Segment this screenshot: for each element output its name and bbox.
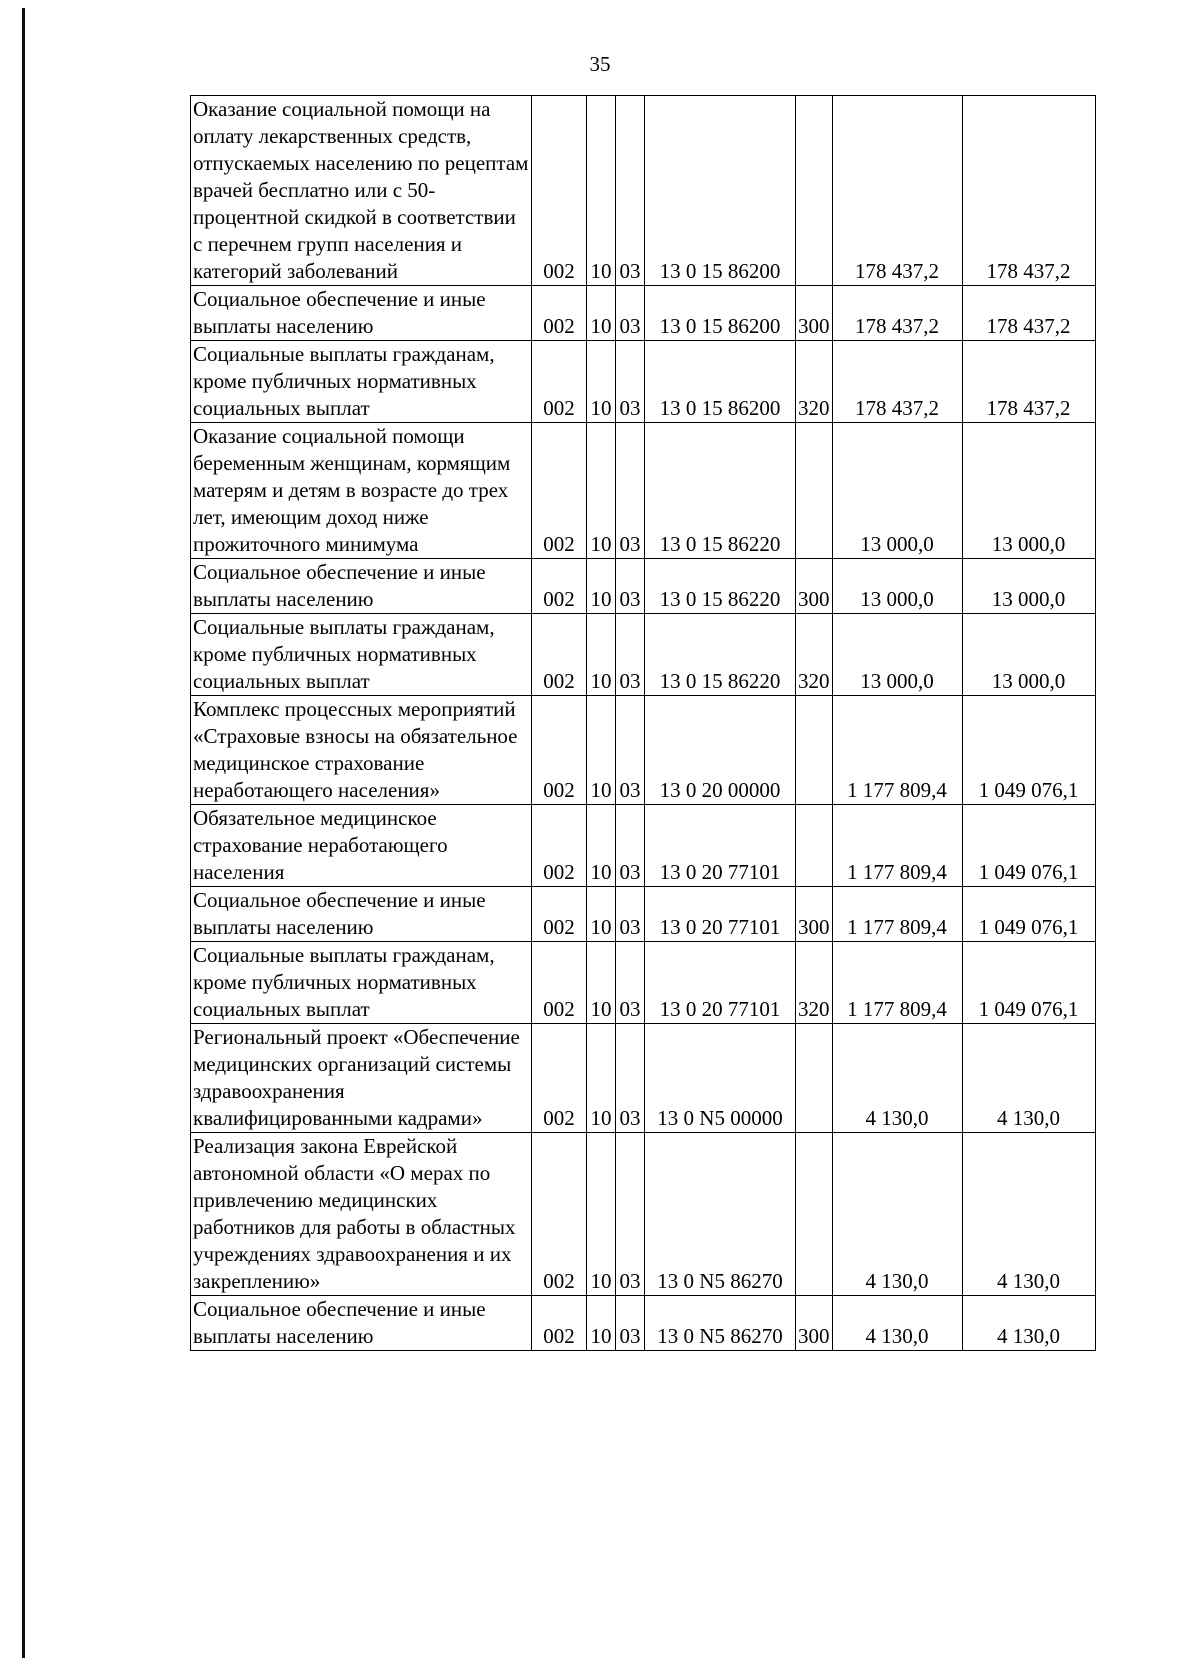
- row-csr-cell: 13 0 15 86220: [645, 559, 796, 614]
- row-csr-cell: 13 0 N5 86270: [645, 1296, 796, 1351]
- row-csr-cell: 13 0 N5 86270: [645, 1133, 796, 1296]
- table-row: [191, 96, 1096, 286]
- row-rz-cell: 10: [587, 286, 616, 341]
- row-ved-cell: 002: [532, 286, 587, 341]
- row-vr-cell: 320: [796, 341, 833, 423]
- row-name-cell: Реализация закона Еврейской автономной области «О мерах по привлечению медицинских работников для работы в областных учреждениях здравоохранения и их закреплению»: [191, 1133, 532, 1296]
- table-row: [191, 696, 1096, 805]
- table-row: [191, 887, 1096, 942]
- row-vr-cell: [796, 423, 833, 559]
- row-name-cell: Оказание социальной помощи на оплату лекарственных средств, отпускаемых населению по рецептам врачей бесплатно или с 50-процентной скидкой в соответствии с перечнем групп населения и категорий заболеваний: [191, 96, 532, 286]
- row-rz-cell: 10: [587, 942, 616, 1024]
- row-vr-cell: 300: [796, 887, 833, 942]
- row-csr-cell: 13 0 15 86200: [645, 96, 796, 286]
- row-sum-2024-cell: 178 437,2: [832, 96, 962, 286]
- row-csr-cell: 13 0 20 77101: [645, 805, 796, 887]
- table-row: [191, 1296, 1096, 1351]
- row-pr-cell: 03: [616, 942, 645, 1024]
- row-csr-cell: 13 0 15 86220: [645, 423, 796, 559]
- row-vr-cell: 320: [796, 614, 833, 696]
- row-pr-cell: 03: [616, 1296, 645, 1351]
- row-ved-cell: 002: [532, 1024, 587, 1133]
- table-row: [191, 1024, 1096, 1133]
- row-rz-cell: 10: [587, 1296, 616, 1351]
- row-vr-cell: [796, 1133, 833, 1296]
- table-row: [191, 805, 1096, 887]
- row-vr-cell: [796, 696, 833, 805]
- row-sum-2025-cell: 1 049 076,1: [962, 696, 1095, 805]
- row-name-cell: Социальные выплаты гражданам, кроме публичных нормативных социальных выплат: [191, 614, 532, 696]
- row-ved-cell: 002: [532, 1133, 587, 1296]
- row-rz-cell: 10: [587, 1133, 616, 1296]
- row-pr-cell: 03: [616, 559, 645, 614]
- row-csr-cell: 13 0 15 86200: [645, 286, 796, 341]
- row-sum-2025-cell: 13 000,0: [962, 559, 1095, 614]
- row-sum-2024-cell: 4 130,0: [832, 1133, 962, 1296]
- table-row: [191, 286, 1096, 341]
- row-vr-cell: 300: [796, 559, 833, 614]
- row-pr-cell: 03: [616, 1133, 645, 1296]
- row-ved-cell: 002: [532, 805, 587, 887]
- row-pr-cell: 03: [616, 805, 645, 887]
- row-vr-cell: 300: [796, 286, 833, 341]
- table-row: [191, 559, 1096, 614]
- row-csr-cell: 13 0 20 00000: [645, 696, 796, 805]
- row-sum-2024-cell: 4 130,0: [832, 1296, 962, 1351]
- row-rz-cell: 10: [587, 696, 616, 805]
- row-sum-2024-cell: 1 177 809,4: [832, 887, 962, 942]
- table-row: [191, 942, 1096, 1024]
- row-ved-cell: 002: [532, 887, 587, 942]
- row-vr-cell: 300: [796, 1296, 833, 1351]
- row-ved-cell: 002: [532, 341, 587, 423]
- row-ved-cell: 002: [532, 423, 587, 559]
- row-sum-2024-cell: 4 130,0: [832, 1024, 962, 1133]
- row-vr-cell: [796, 1024, 833, 1133]
- row-sum-2025-cell: 178 437,2: [962, 96, 1095, 286]
- row-pr-cell: 03: [616, 887, 645, 942]
- row-csr-cell: 13 0 20 77101: [645, 887, 796, 942]
- row-ved-cell: 002: [532, 559, 587, 614]
- row-pr-cell: 03: [616, 423, 645, 559]
- table-row: [191, 1133, 1096, 1296]
- row-sum-2025-cell: 4 130,0: [962, 1024, 1095, 1133]
- row-name-cell: Оказание социальной помощи беременным женщинам, кормящим матерям и детям в возрасте до трех лет, имеющим доход ниже прожиточного минимума: [191, 423, 532, 559]
- row-name-cell: Обязательное медицинское страхование неработающего населения: [191, 805, 532, 887]
- row-name-cell: Социальное обеспечение и иные выплаты населению: [191, 559, 532, 614]
- row-sum-2025-cell: 1 049 076,1: [962, 942, 1095, 1024]
- row-sum-2025-cell: 1 049 076,1: [962, 805, 1095, 887]
- row-sum-2024-cell: 1 177 809,4: [832, 805, 962, 887]
- row-ved-cell: 002: [532, 696, 587, 805]
- row-name-cell: Комплекс процессных мероприятий «Страховые взносы на обязательное медицинское страхование неработающего населения»: [191, 696, 532, 805]
- row-name-cell: Региональный проект «Обеспечение медицинских организаций системы здравоохранения квалифицированными кадрами»: [191, 1024, 532, 1133]
- page-number: 35: [589, 52, 611, 76]
- row-ved-cell: 002: [532, 614, 587, 696]
- row-vr-cell: [796, 805, 833, 887]
- row-sum-2024-cell: 1 177 809,4: [832, 942, 962, 1024]
- table-row: [191, 614, 1096, 696]
- row-ved-cell: 002: [532, 96, 587, 286]
- table-row: [191, 341, 1096, 423]
- row-pr-cell: 03: [616, 341, 645, 423]
- row-sum-2025-cell: 13 000,0: [962, 614, 1095, 696]
- row-pr-cell: 03: [616, 286, 645, 341]
- row-csr-cell: 13 0 15 86200: [645, 341, 796, 423]
- row-sum-2025-cell: 178 437,2: [962, 286, 1095, 341]
- scan-edge-line: [22, 8, 25, 1658]
- row-rz-cell: 10: [587, 96, 616, 286]
- row-sum-2024-cell: 178 437,2: [832, 341, 962, 423]
- row-ved-cell: 002: [532, 1296, 587, 1351]
- row-name-cell: Социальное обеспечение и иные выплаты населению: [191, 1296, 532, 1351]
- row-sum-2025-cell: 4 130,0: [962, 1296, 1095, 1351]
- row-name-cell: Социальные выплаты гражданам, кроме публичных нормативных социальных выплат: [191, 341, 532, 423]
- row-rz-cell: 10: [587, 887, 616, 942]
- row-vr-cell: [796, 96, 833, 286]
- row-csr-cell: 13 0 20 77101: [645, 942, 796, 1024]
- row-rz-cell: 10: [587, 559, 616, 614]
- row-sum-2025-cell: 13 000,0: [962, 423, 1095, 559]
- row-pr-cell: 03: [616, 614, 645, 696]
- row-sum-2024-cell: 1 177 809,4: [832, 696, 962, 805]
- row-sum-2025-cell: 1 049 076,1: [962, 887, 1095, 942]
- row-sum-2024-cell: 178 437,2: [832, 286, 962, 341]
- row-csr-cell: 13 0 15 86220: [645, 614, 796, 696]
- row-sum-2025-cell: 178 437,2: [962, 341, 1095, 423]
- row-vr-cell: 320: [796, 942, 833, 1024]
- row-sum-2025-cell: 4 130,0: [962, 1133, 1095, 1296]
- row-csr-cell: 13 0 N5 00000: [645, 1024, 796, 1133]
- row-rz-cell: 10: [587, 1024, 616, 1133]
- budget-table: [190, 95, 1096, 1351]
- row-name-cell: Социальные выплаты гражданам, кроме публичных нормативных социальных выплат: [191, 942, 532, 1024]
- table-row: [191, 423, 1096, 559]
- row-rz-cell: 10: [587, 805, 616, 887]
- row-rz-cell: 10: [587, 614, 616, 696]
- row-pr-cell: 03: [616, 1024, 645, 1133]
- row-rz-cell: 10: [587, 341, 616, 423]
- row-ved-cell: 002: [532, 942, 587, 1024]
- row-pr-cell: 03: [616, 96, 645, 286]
- row-sum-2024-cell: 13 000,0: [832, 614, 962, 696]
- row-sum-2024-cell: 13 000,0: [832, 423, 962, 559]
- row-pr-cell: 03: [616, 696, 645, 805]
- row-rz-cell: 10: [587, 423, 616, 559]
- row-name-cell: Социальное обеспечение и иные выплаты населению: [191, 887, 532, 942]
- row-name-cell: Социальное обеспечение и иные выплаты населению: [191, 286, 532, 341]
- row-sum-2024-cell: 13 000,0: [832, 559, 962, 614]
